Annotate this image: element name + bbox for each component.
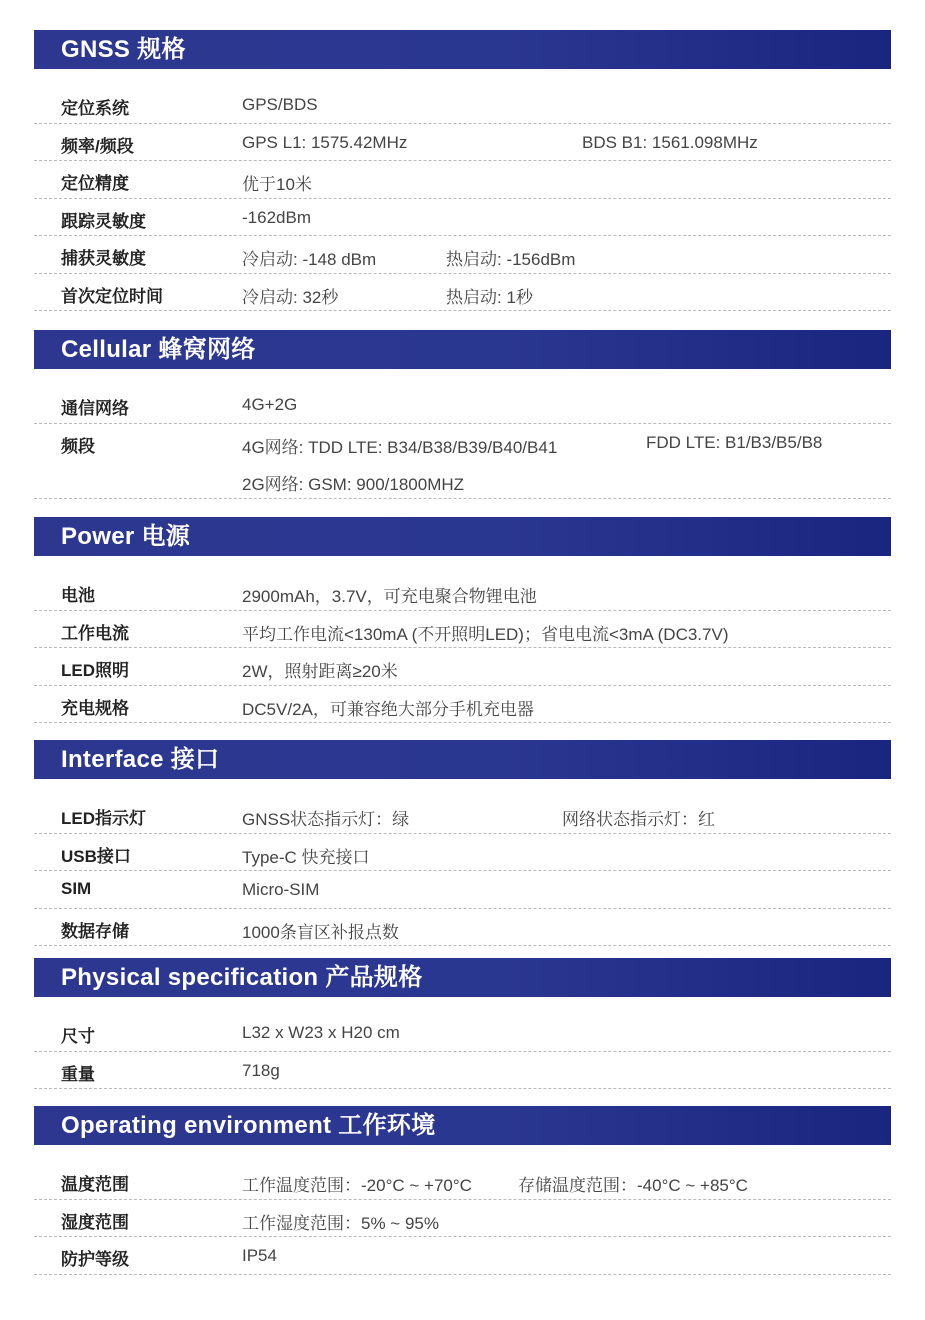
spec-row (34, 1162, 891, 1200)
spec-row (34, 648, 891, 686)
spec-value: DC5V/2A，可兼容绝大部分手机充电器 (242, 699, 534, 719)
spec-label: LED照明 (61, 661, 129, 680)
spec-value: 热启动: 1秒 (446, 287, 533, 307)
spec-row (34, 686, 891, 724)
spec-label: 定位系统 (61, 99, 129, 118)
spec-value: 4G网络: TDD LTE: B34/B38/B39/B40/B41 (242, 437, 558, 457)
spec-value: Type-C 快充接口 (242, 847, 370, 867)
spec-value: 2900mAh，3.7V，可充电聚合物锂电池 (242, 587, 537, 606)
spec-value: GPS/BDS (242, 95, 318, 114)
spec-row (34, 386, 891, 424)
spec-value: 网络状态指示灯：红 (562, 810, 715, 829)
spec-label: 首次定位时间 (61, 286, 163, 306)
spec-label: 重量 (61, 1064, 95, 1084)
section-title: GNSS 规格 (34, 30, 891, 69)
spec-label: 充电规格 (61, 698, 129, 718)
spec-value: 优于10米 (242, 175, 312, 194)
spec-row (34, 1237, 891, 1275)
spec-row (34, 909, 891, 947)
spec-label: 工作电流 (61, 623, 129, 643)
spec-row (34, 236, 891, 274)
spec-row (34, 424, 891, 499)
spec-label: SIM (61, 879, 92, 898)
spec-row (34, 274, 891, 312)
spec-row (34, 834, 891, 872)
spec-value: -162dBm (242, 207, 311, 227)
spec-value: 2G网络: GSM: 900/1800MHZ (242, 474, 465, 494)
section-cellular (34, 330, 891, 499)
spec-label: 数据存储 (61, 921, 129, 941)
section-title: Operating environment 工作环境 (34, 1106, 891, 1145)
spec-row (34, 161, 891, 199)
spec-row (34, 871, 891, 909)
spec-label: 捕获灵敏度 (61, 249, 146, 268)
section-power (34, 517, 891, 723)
spec-label: 湿度范围 (61, 1212, 129, 1232)
spec-label: 电池 (61, 586, 95, 605)
spec-label: 尺寸 (61, 1027, 95, 1046)
spec-row (34, 573, 891, 611)
spec-value: 718g (242, 1060, 280, 1080)
spec-row (34, 1200, 891, 1238)
spec-label: 频率/频段 (61, 136, 134, 156)
spec-label: 温度范围 (61, 1175, 129, 1194)
spec-value: 工作湿度范围：5% ~ 95% (242, 1213, 439, 1233)
spec-row (34, 796, 891, 834)
spec-label: 通信网络 (61, 399, 129, 418)
spec-value: Micro-SIM (242, 880, 320, 899)
spec-value: 4G+2G (242, 395, 298, 414)
section-interface (34, 740, 891, 946)
spec-label: 定位精度 (61, 174, 129, 193)
spec-value: L32 x W23 x H20 cm (242, 1023, 400, 1042)
spec-label: 频段 (61, 436, 95, 456)
section-environment (34, 1106, 891, 1275)
spec-value: 工作温度范围：-20°C ~ +70°C (242, 1176, 472, 1195)
spec-value: GNSS状态指示灯：绿 (242, 810, 410, 829)
spec-value: 冷启动: 32秒 (242, 287, 339, 307)
section-title: Power 电源 (34, 517, 891, 556)
spec-row (34, 1052, 891, 1090)
section-physical (34, 958, 891, 1089)
spec-row (34, 86, 891, 124)
spec-value: FDD LTE: B1/B3/B5/B8 (646, 432, 823, 452)
spec-value: GPS L1: 1575.42MHz (242, 132, 408, 152)
section-title: Physical specification 产品规格 (34, 958, 891, 997)
spec-label: USB接口 (61, 846, 131, 866)
spec-row (34, 124, 891, 162)
spec-value: 热启动: -156dBm (446, 250, 576, 269)
spec-value: 2W，照射距离≥20米 (242, 662, 398, 681)
section-gnss (34, 30, 891, 311)
spec-value: 冷启动: -148 dBm (242, 250, 377, 269)
spec-label: 跟踪灵敏度 (61, 211, 146, 231)
spec-value: BDS B1: 1561.098MHz (582, 132, 758, 152)
spec-row (34, 1014, 891, 1052)
spec-value: IP54 (242, 1246, 277, 1265)
spec-row (34, 611, 891, 649)
section-title: Interface 接口 (34, 740, 891, 779)
spec-value: 1000条盲区补报点数 (242, 922, 399, 942)
spec-value: 平均工作电流<130mA (不开照明LED)；省电电流<3mA (DC3.7V) (242, 624, 729, 644)
spec-label: 防护等级 (61, 1250, 129, 1269)
section-title: Cellular 蜂窝网络 (34, 330, 891, 369)
spec-row (34, 199, 891, 237)
spec-label: LED指示灯 (61, 809, 146, 828)
spec-value: 存储温度范围：-40°C ~ +85°C (518, 1176, 748, 1195)
